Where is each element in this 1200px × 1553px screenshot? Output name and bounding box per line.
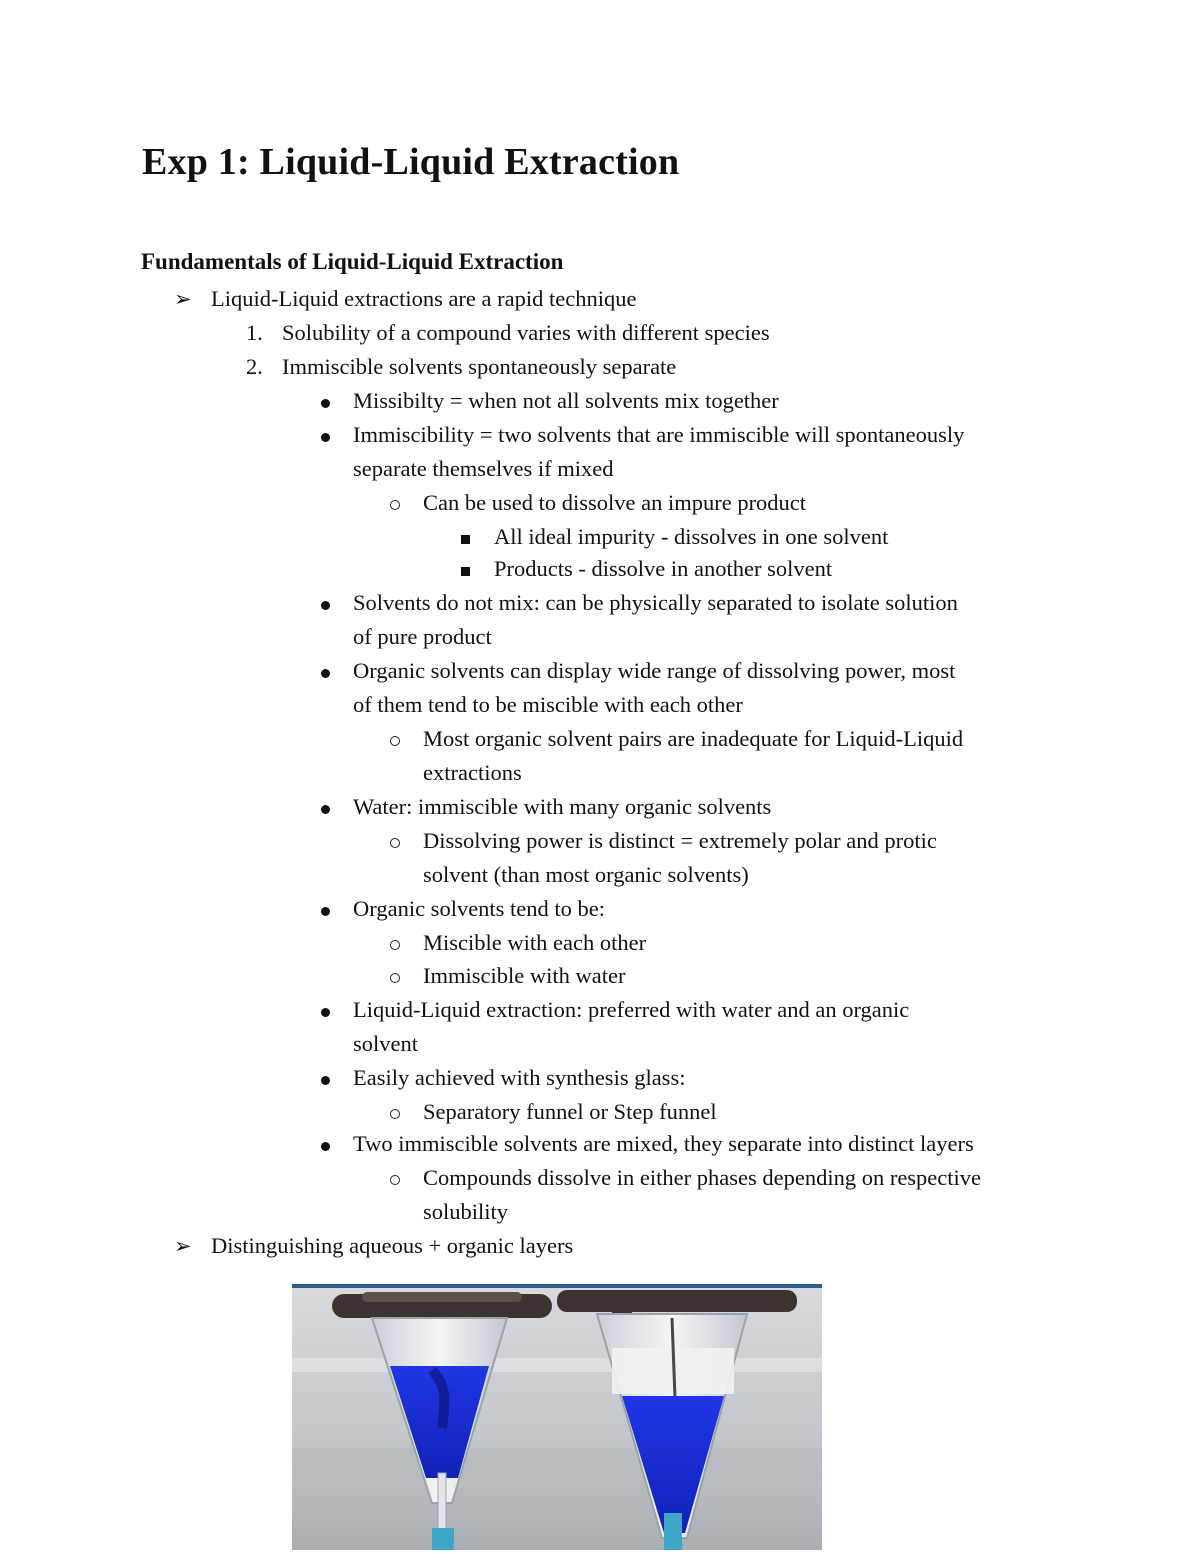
list-number: 2.: [246, 354, 263, 379]
list-item: Immiscible with water: [0, 963, 1200, 997]
bullet-square-icon: [461, 556, 470, 582]
list-item: Liquid-Liquid extraction: preferred with water and an organic: [0, 997, 1200, 1031]
separatory-funnels-photo: [292, 1284, 822, 1550]
list-item-continuation: of them tend to be miscible with each other: [353, 692, 743, 717]
bullet-circle-icon: [390, 930, 400, 956]
bullet-dot-icon: [321, 590, 330, 616]
list-item: Organic solvents tend to be:: [0, 896, 1200, 930]
bullet-dot-icon: [321, 1131, 330, 1157]
list-item: Two immiscible solvents are mixed, they separate into distinct layers: [0, 1131, 1200, 1165]
list-item: Organic solvents can display wide range of dissolving power, most: [0, 658, 1200, 692]
page-title: Exp 1: Liquid-Liquid Extraction: [142, 141, 680, 183]
list-item: Can be used to dissolve an impure product: [0, 490, 1200, 524]
arrow-bullet-icon: ➢: [174, 287, 192, 311]
bullet-circle-icon: [390, 1099, 400, 1125]
list-item: Immiscibility = two solvents that are immiscible will spontaneously: [0, 422, 1200, 456]
list-item: ➢ Distinguishing aqueous + organic layers: [174, 1233, 574, 1258]
list-item-continuation: separate themselves if mixed: [353, 456, 614, 481]
list-item: Most organic solvent pairs are inadequate for Liquid-Liquid: [0, 726, 1200, 760]
list-item: Products - dissolve in another solvent: [0, 556, 1200, 590]
bullet-dot-icon: [321, 896, 330, 922]
list-item-continuation: extractions: [423, 760, 522, 785]
bullet-dot-icon: [321, 1065, 330, 1091]
funnels-illustration: [292, 1288, 822, 1550]
bullet-circle-icon: [390, 726, 400, 752]
section-heading: Fundamentals of Liquid-Liquid Extraction: [141, 249, 564, 274]
list-item: Miscible with each other: [0, 930, 1200, 964]
list-item: All ideal impurity - dissolves in one solvent: [0, 524, 1200, 558]
bullet-dot-icon: [321, 388, 330, 414]
bullet-dot-icon: [321, 997, 330, 1023]
list-item: Solvents do not mix: can be physically separated to isolate solution: [0, 590, 1200, 624]
list-item: Easily achieved with synthesis glass:: [0, 1065, 1200, 1099]
bullet-circle-icon: [390, 490, 400, 516]
bullet-dot-icon: [321, 422, 330, 448]
bullet-circle-icon: [390, 1165, 400, 1191]
list-item-continuation: solubility: [423, 1199, 509, 1224]
bullet-dot-icon: [321, 794, 330, 820]
bullet-circle-icon: [390, 963, 400, 989]
list-item: Separatory funnel or Step funnel: [0, 1099, 1200, 1133]
list-item: 2. Immiscible solvents spontaneously separate: [246, 354, 677, 379]
list-item-continuation: of pure product: [353, 624, 492, 649]
list-number: 1.: [246, 320, 263, 345]
list-item: ➢ Liquid-Liquid extractions are a rapid technique: [174, 286, 637, 311]
list-item: Compounds dissolve in either phases depending on respective: [0, 1165, 1200, 1199]
list-item-continuation: solvent: [353, 1031, 418, 1056]
list-item-continuation: solvent (than most organic solvents): [423, 862, 749, 887]
list-item: 1. Solubility of a compound varies with different species: [246, 320, 770, 345]
bullet-dot-icon: [321, 658, 330, 684]
list-item: Dissolving power is distinct = extremely polar and protic: [0, 828, 1200, 862]
arrow-bullet-icon: ➢: [174, 1234, 192, 1258]
bullet-square-icon: [461, 524, 470, 550]
list-item: Water: immiscible with many organic solvents: [0, 794, 1200, 828]
bullet-circle-icon: [390, 828, 400, 854]
list-item: Missibilty = when not all solvents mix together: [0, 388, 1200, 422]
